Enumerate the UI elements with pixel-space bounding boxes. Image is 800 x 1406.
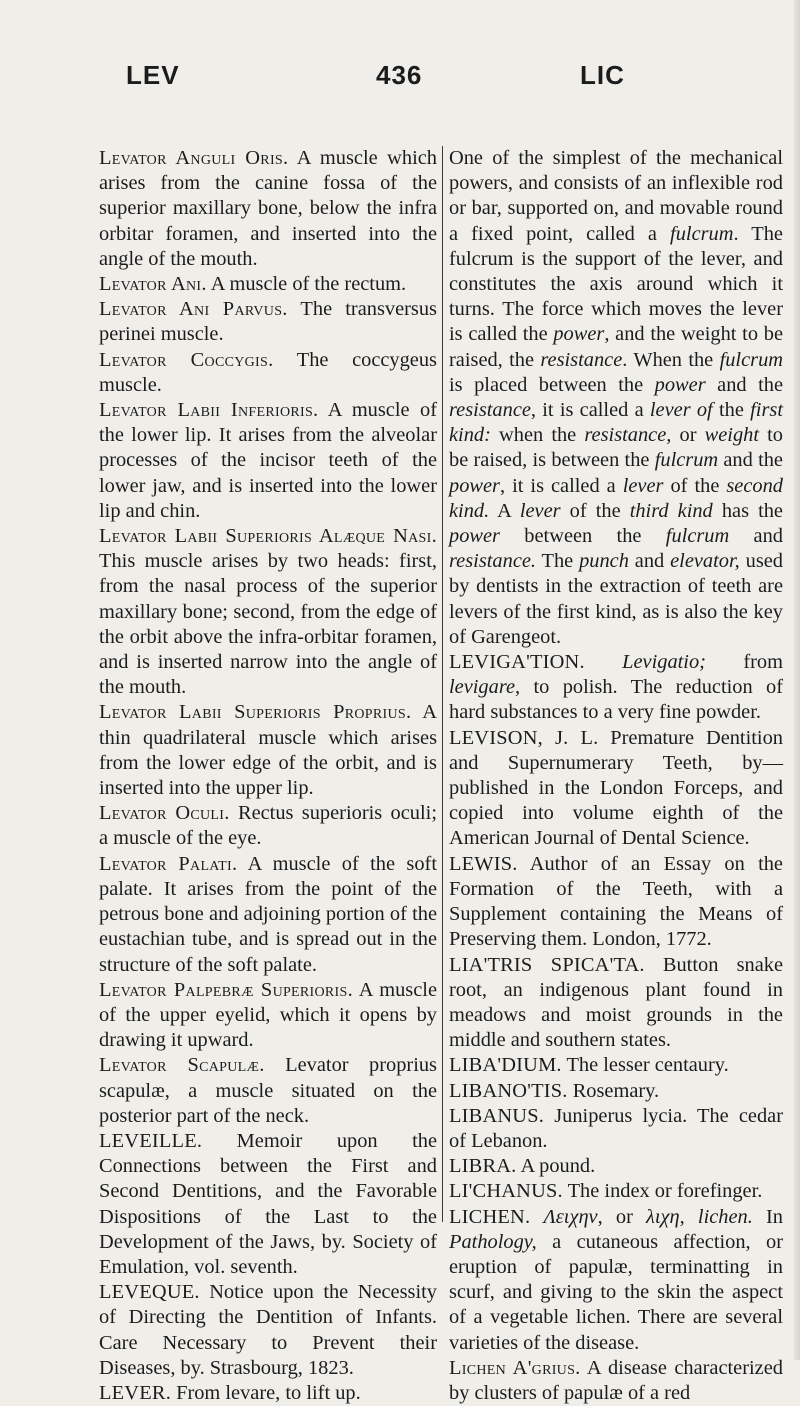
headword: LEVEILLE.: [99, 1129, 203, 1152]
headword: Levator Ani Parvus.: [99, 298, 288, 321]
headword: LEVEQUE.: [99, 1281, 200, 1304]
entry: [99, 1381, 437, 1406]
definition: This muscle arises by two heads: first, from the nasal process of the superior maxillary bone; second, from the edge of the orbit above the infra-orbitar foramen, and is inserted narrow into the angle of the mouth.: [99, 550, 437, 699]
entry: [449, 1104, 783, 1154]
text: has the: [712, 499, 783, 522]
term: fulcrum: [670, 222, 734, 245]
definition: A disease characterized by clusters of papulæ of a red: [449, 1356, 783, 1404]
text: ,: [679, 1205, 698, 1228]
term: resistance: [540, 348, 623, 371]
headword: Levator Labii Inferioris.: [99, 399, 319, 422]
definition: Juniperus lycia. The cedar of Lebanon.: [449, 1104, 783, 1152]
definition: The lesser centaury.: [561, 1054, 729, 1077]
headword: LIBRA.: [449, 1155, 517, 1178]
term: fulcrum: [654, 449, 719, 472]
definition: A muscle which arises from the canine fossa of the superior maxillary bone, below the infra orbitar foramen, and inserted into the angle of the mouth.: [99, 147, 437, 270]
text: between the: [499, 525, 666, 548]
text: The: [536, 550, 580, 573]
term: Pathology,: [449, 1230, 537, 1253]
definition: The coccygeus muscle.: [99, 348, 437, 396]
text: , it is called a: [499, 474, 623, 497]
entry: [449, 1205, 783, 1356]
entry: [449, 1053, 783, 1078]
headword: LI'CHANUS.: [449, 1180, 563, 1203]
definition: A muscle of the lower lip. It arises from the alveolar processes of the incisor teeth of the lower jaw, and is inserted into the lower lip and chin.: [99, 399, 438, 522]
entry: [99, 1129, 437, 1280]
headword: LIBANO'TIS.: [449, 1079, 568, 1102]
entry: [449, 1179, 783, 1204]
running-header: [0, 60, 800, 100]
term: lever of: [649, 399, 713, 422]
definition: Author of an Essay on the Formation of the Teeth, with a Supplement containing the Means of Preserving them. London, 1772.: [449, 852, 783, 951]
term: lever: [622, 474, 664, 497]
definition: Notice upon the Necessity of Directing the Dentition of Infants. Care Necessary to Prevent their Diseases, by. Strasbourg, 1823.: [99, 1281, 437, 1379]
term: Levigatio;: [622, 651, 706, 674]
text: from: [705, 651, 783, 674]
entry: [449, 1079, 783, 1104]
header-left-guideword: LEV: [126, 60, 180, 90]
text: of the: [560, 499, 630, 522]
entry: [449, 726, 783, 852]
text: , and the weight to be raised, the: [449, 323, 783, 371]
greek-term: λιχη: [646, 1205, 680, 1228]
definition: A muscle of the rectum.: [206, 273, 407, 296]
headword: LEVER.: [99, 1381, 171, 1404]
entry: [99, 348, 437, 398]
headword: Levator Palpebræ Superioris.: [99, 978, 354, 1001]
definition: A pound.: [516, 1155, 596, 1178]
text: , or: [597, 1205, 647, 1228]
text: One of the simplest of the mechanical powers, and consists of an inflexible rod or bar, supported on, and movable round a fixed point, called a: [449, 147, 783, 245]
column-divider: [442, 146, 443, 1222]
definition: Rosemary.: [567, 1079, 660, 1102]
header-right-guideword: LIC: [580, 60, 625, 90]
headword: Levator Labii Superioris Alæque Nasi.: [99, 525, 437, 548]
entry: [449, 1154, 783, 1179]
term: lichen.: [697, 1205, 753, 1228]
entry: [449, 852, 783, 953]
left-column: [99, 146, 437, 1406]
text: . When the: [622, 348, 720, 371]
text: [585, 651, 622, 673]
term: punch: [579, 550, 629, 573]
term: fulcrum: [719, 348, 783, 371]
term: power: [449, 525, 500, 548]
definition: The transversus perinei muscle.: [99, 298, 437, 346]
entry: [99, 1280, 437, 1381]
entry: [449, 1356, 783, 1406]
entry: [99, 852, 437, 978]
headword: LIBANUS.: [449, 1104, 545, 1127]
definition: Levator proprius scapulæ, a muscle situated on the posterior part of the neck.: [99, 1054, 437, 1127]
headword: LEVIGA'TION.: [449, 651, 585, 674]
greek-term: Λειχην: [543, 1205, 598, 1228]
text: and: [628, 550, 671, 573]
headword: Levator Labii Superioris Proprius.: [99, 701, 412, 724]
entry: [99, 398, 437, 524]
definition: Premature Dentition and Supernumerary Teeth, by— published in the London Forceps, and copied into volume eighth of the American Journal of Dental Science.: [449, 726, 783, 850]
term: levigare,: [449, 676, 521, 699]
term: power: [654, 373, 706, 396]
term: power: [553, 323, 605, 346]
text: to polish. The reduction of hard substances to a very fine powder.: [449, 676, 783, 724]
entry: [449, 953, 783, 1054]
headword: LEVISON, J. L.: [449, 726, 599, 749]
text: [530, 1206, 543, 1228]
headword: Levator Palati.: [99, 852, 238, 875]
headword: Levator Oculi.: [99, 802, 230, 825]
term: first kind:: [449, 399, 783, 447]
headword: Levator Coccygis.: [99, 348, 274, 371]
definition: Rectus superioris oculi; a muscle of the eye.: [99, 802, 437, 850]
text: of the: [663, 474, 727, 497]
text: . The fulcrum is the support of the lever, and constitutes the axis around which it turns. The force which moves the lever is called the: [449, 222, 783, 346]
text: or: [671, 424, 705, 447]
headword: LICHEN.: [449, 1205, 531, 1228]
term: third kind: [629, 499, 713, 522]
entry: [99, 978, 437, 1054]
definition: From levare, to lift up.: [171, 1381, 361, 1404]
headword: LIA'TRIS SPICA'TA.: [449, 953, 645, 976]
text: used by dentists in the extraction of teeth are levers of the first kind, as is also the key of Garengeot.: [449, 550, 784, 648]
headword: Levator Ani.: [99, 273, 207, 296]
text: is placed between the: [449, 373, 655, 396]
headword: Levator Anguli Oris.: [99, 147, 289, 169]
term: fulcrum: [665, 525, 730, 548]
term: resistance,: [584, 424, 672, 447]
text: and: [729, 525, 783, 548]
definition: The index or forefinger.: [562, 1180, 763, 1203]
entry: [99, 272, 437, 297]
text: to be raised, is between the: [449, 424, 783, 472]
headword: LEWIS.: [449, 852, 518, 875]
definition: Memoir upon the Connections between the First and Second Dentitions, and the Favorable Dispositions of the Last to the Development of the Jaws, by. Society of Emulation, vol. seventh.: [99, 1129, 437, 1278]
term: second kind.: [449, 474, 783, 522]
text: and the: [718, 449, 783, 472]
entry: [99, 524, 437, 700]
lever-continuation: [449, 146, 783, 650]
entry: [99, 297, 437, 347]
entry: [99, 1053, 437, 1129]
headword: Levator Scapulæ.: [99, 1054, 265, 1077]
headword: Lichen A'grius.: [449, 1356, 581, 1379]
text: a cutaneous affection, or eruption of papulæ, terminatting in scurf, and giving to the skin the aspect of a vegetable lichen. There are several varieties of the disease.: [449, 1230, 783, 1354]
entry: [449, 650, 783, 726]
page-edge: [794, 0, 800, 1360]
text: and the: [705, 373, 783, 396]
text: the: [712, 399, 751, 422]
entry: [99, 801, 437, 851]
text: In: [752, 1205, 784, 1228]
entry: [99, 700, 437, 801]
term: lever: [519, 499, 561, 522]
definition: Button snake root, an indigenous plant found in meadows and moist grounds in the middle and southern states.: [449, 953, 783, 1052]
page-number: 436: [376, 60, 423, 90]
text: , it is called a: [530, 399, 650, 422]
term: weight: [704, 424, 759, 447]
term: elevator,: [670, 550, 740, 573]
definition: A muscle of the soft palate. It arises from the point of the petrous bone and adjoining portion of the eustachian tube, and is spread out in the structure of the soft palate.: [99, 852, 437, 976]
definition: A muscle of the upper eyelid, which it opens by drawing it upward.: [99, 978, 437, 1052]
term: resistance.: [449, 550, 537, 573]
entry: [99, 146, 437, 272]
text: A: [489, 499, 520, 522]
term: resistance: [449, 399, 531, 422]
text: when the: [490, 424, 585, 447]
term: power: [449, 474, 500, 497]
headword: LIBA'DIUM.: [449, 1054, 562, 1077]
right-column: [449, 146, 783, 1406]
definition: A thin quadrilateral muscle which arises from the lower edge of the orbit, and is inserted into the upper lip.: [99, 701, 437, 800]
